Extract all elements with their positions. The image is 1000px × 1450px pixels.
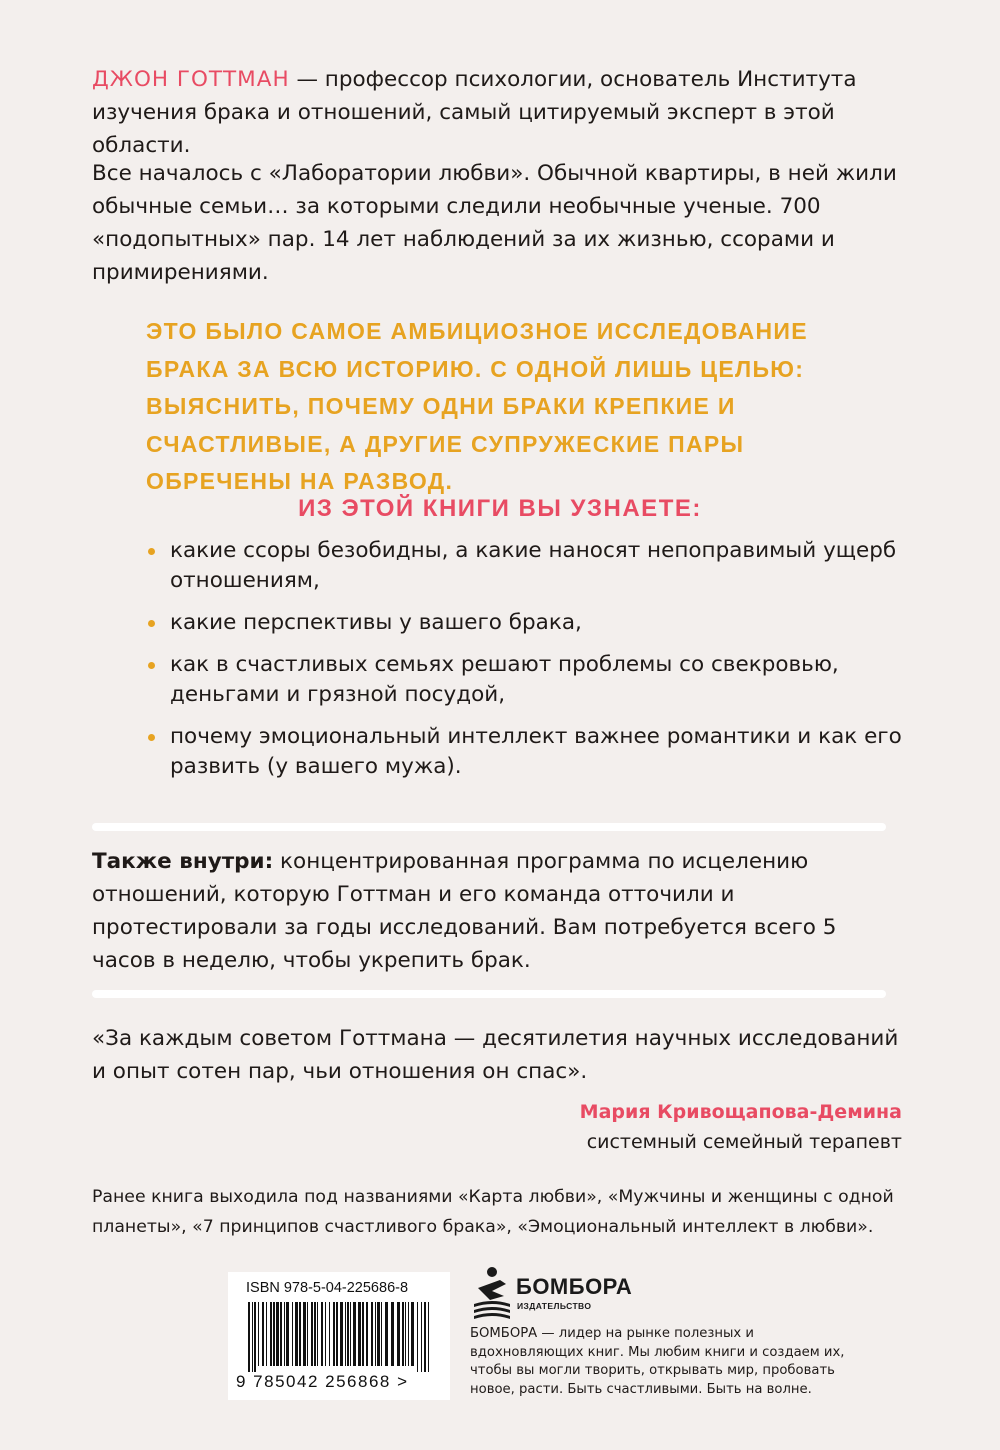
barcode-bar: [421, 1302, 422, 1372]
barcode-bar: [276, 1302, 279, 1366]
barcode-bar: [295, 1302, 298, 1366]
barcode-bar: [353, 1302, 356, 1366]
barcode-bar: [405, 1302, 406, 1366]
also-inside-label: Также внутри:: [92, 849, 274, 874]
testimonial-quote: «За каждым советом Готтмана — десятилетия научных исследований и опыт сотен пар, чьи отношения он спас».: [92, 1026, 899, 1084]
barcode-bar: [375, 1302, 376, 1366]
barcode-bar: [284, 1302, 285, 1366]
bullet-dot-icon: [148, 734, 155, 741]
barcode-bar: [299, 1302, 301, 1366]
barcode-bar: [402, 1302, 404, 1366]
author-intro: [92, 63, 912, 162]
barcode-bar: [252, 1302, 253, 1372]
barcode-bar: [317, 1302, 318, 1366]
barcode-bar: [321, 1302, 323, 1366]
publisher-name: БОМБОРА: [516, 1274, 633, 1299]
barcode-bar: [366, 1302, 368, 1366]
barcode-bar: [411, 1302, 414, 1366]
barcode-bar: [314, 1302, 316, 1366]
publisher-logo: [470, 1264, 670, 1324]
barcode-bar: [381, 1302, 382, 1366]
barcode-bar: [329, 1302, 330, 1366]
barcode-bar: [385, 1302, 388, 1366]
barcode: [228, 1272, 450, 1400]
divider: [92, 990, 886, 998]
bullet-dot-icon: [148, 620, 155, 627]
barcode-bar: [347, 1302, 349, 1366]
barcode-bar: [358, 1302, 361, 1366]
list-item: [148, 536, 908, 596]
quote-author-role: системный семейный терапевт: [586, 1131, 902, 1153]
list-item: [148, 608, 908, 638]
barcode-bar: [397, 1302, 400, 1366]
barcode-bar: [391, 1302, 394, 1366]
barcode-bar: [325, 1302, 326, 1366]
list-item-text: как в счастливых семьях решают проблемы со свекровью, деньгами и грязной посудой,: [170, 652, 839, 707]
barcode-bar: [254, 1302, 256, 1372]
barcode-bar: [307, 1302, 308, 1366]
barcode-bar: [362, 1302, 364, 1366]
also-inside-text: концентрированная программа по исцелению отношений, которую Готтман и его команда отточили и протестировали за годы исследований. Вам потребуется всего 5 часов в неделю, чтобы укрепить брак.: [92, 849, 837, 973]
highlight-paragraph: ЭТО БЫЛО САМОЕ АМБИЦИОЗНОЕ ИССЛЕДОВАНИЕ БРАКА ЗА ВСЮ ИСТОРИЮ. С ОДНОЙ ЛИШЬ ЦЕЛЬЮ: ВЫЯСНИТЬ, ПОЧЕМУ ОДНИ БРАКИ КРЕПКИЕ И СЧАСТЛИВЫЕ, А ДРУГИЕ СУПРУЖЕСКИЕ ПАРЫ ОБРЕЧЕНЫ НА РАЗВОД.: [146, 318, 808, 494]
barcode-bar: [273, 1302, 275, 1366]
previous-titles-note: Ранее книга выходила под названиями «Карта любви», «Мужчины и женщины с одной планеты», «7 принципов счастливого брака», «Эмоциональный интеллект в любви».: [92, 1187, 894, 1237]
list-item-text: какие перспективы у вашего брака,: [170, 610, 582, 635]
learn-list: [148, 536, 908, 794]
barcode-bar: [340, 1302, 343, 1366]
story-paragraph: Все началось с «Лаборатории любви». Обычной квартиры, в ней жили обычные семьи… за которыми следили необычные ученые. 700 «подопытных» пар. 14 лет наблюдений за их жизнью, ссорами и примирениями.: [92, 161, 897, 285]
barcode-bar: [333, 1302, 335, 1366]
author-intro-text: — профессор психологии, основатель Института изучения брака и отношений, самый цитируемый эксперт в этой области.: [92, 67, 857, 158]
barcode-bar: [377, 1302, 380, 1366]
barcode-bar: [311, 1302, 313, 1366]
quote-author: Мария Кривощапова-Демина: [579, 1101, 902, 1123]
barcode-bar: [280, 1302, 282, 1366]
barcode-bars: [244, 1302, 434, 1372]
bullet-dot-icon: [148, 662, 155, 669]
also-inside-paragraph: [92, 845, 902, 977]
barcode-bar: [350, 1302, 351, 1366]
learn-heading: ИЗ ЭТОЙ КНИГИ ВЫ УЗНАЕТЕ:: [298, 495, 702, 522]
barcode-bar: [408, 1302, 409, 1366]
bullet-dot-icon: [148, 548, 155, 555]
barcode-bar: [417, 1302, 418, 1372]
barcode-bar: [266, 1302, 267, 1366]
barcode-bar: [286, 1302, 289, 1366]
author-name: ДЖОН ГОТТМАН: [92, 67, 290, 92]
publisher-subtitle: ИЗДАТЕЛЬСТВО: [517, 1301, 592, 1311]
barcode-bar: [262, 1302, 264, 1366]
barcode-bar: [336, 1302, 338, 1366]
list-item: [148, 650, 908, 710]
barcode-bar: [428, 1302, 429, 1372]
publisher-emblem-icon: [470, 1264, 514, 1322]
barcode-bar: [292, 1302, 293, 1366]
list-item: [148, 722, 908, 782]
barcode-bar: [424, 1302, 426, 1372]
list-item-text: какие ссоры безобидны, а какие наносят непоправимый ущерб отношениям,: [170, 538, 897, 593]
barcode-bar: [258, 1302, 259, 1366]
publisher-description: БОМБОРА — лидер на рынке полезных и вдохновляющих книг. Мы любим книги и создаем их, чтобы вы могли творить, открывать мир, пробовать новое, расти. Быть счастливыми. Быть на волне.: [470, 1326, 845, 1397]
barcode-bar: [270, 1302, 272, 1366]
barcode-bar: [371, 1302, 373, 1366]
barcode-bar: [345, 1302, 346, 1366]
barcode-bar: [303, 1302, 306, 1366]
list-item-text: почему эмоциональный интеллект важнее романтики и как его развить (у вашего мужа).: [170, 724, 902, 779]
isbn-number: ISBN 978-5-04-225686-8: [246, 1280, 409, 1296]
barcode-digits: 9 785042 256868 >: [236, 1372, 409, 1391]
barcode-bar: [248, 1302, 250, 1372]
divider: [92, 823, 886, 831]
